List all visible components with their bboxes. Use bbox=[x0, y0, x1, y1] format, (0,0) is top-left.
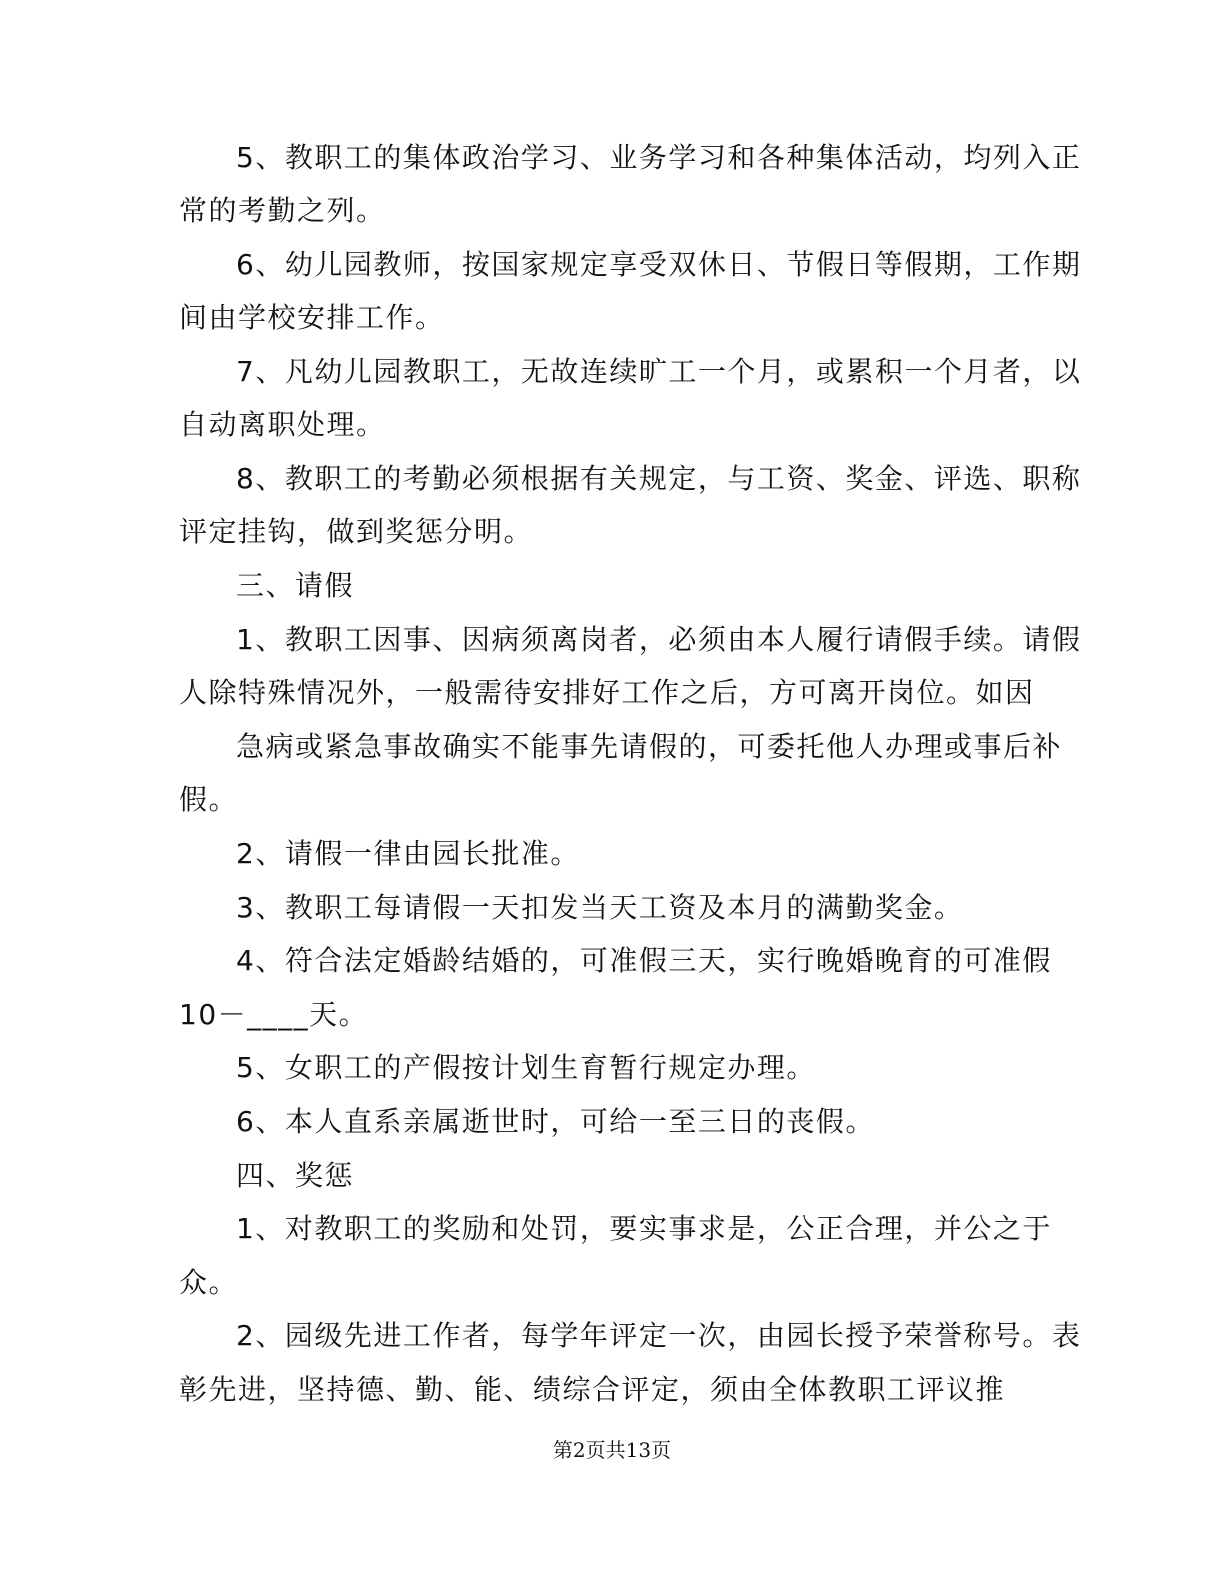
paragraph-line: 6、本人直系亲属逝世时，可给一至三日的丧假。 bbox=[236, 1105, 875, 1138]
paragraph-line: 2、请假一律由园长批准。 bbox=[236, 837, 580, 870]
paragraph-line: 1、教职工因事、因病须离岗者，必须由本人履行请假手续。请假 bbox=[236, 623, 1082, 656]
paragraph-line: 5、女职工的产假按计划生育暂行规定办理。 bbox=[236, 1051, 816, 1084]
paragraph-line: 间由学校安排工作。 bbox=[179, 301, 445, 334]
paragraph-line: 人除特殊情况外，一般需待安排好工作之后，方可离开岗位。如因 bbox=[179, 676, 1035, 709]
section-heading: 四、奖惩 bbox=[236, 1159, 355, 1192]
paragraph-line: 假。 bbox=[179, 783, 239, 816]
section-heading: 三、请假 bbox=[236, 569, 355, 602]
paragraph-line: 评定挂钩，做到奖惩分明。 bbox=[179, 515, 534, 548]
paragraph-line: 5、教职工的集体政治学习、业务学习和各种集体活动，均列入正 bbox=[236, 141, 1082, 174]
paragraph-line: 1、对教职工的奖励和处罚，要实事求是，公正合理，并公之于 bbox=[236, 1212, 1052, 1245]
page-number-footer: 第2页共13页 bbox=[552, 1438, 672, 1462]
paragraph-line: 彰先进，坚持德、勤、能、绩综合评定，须由全体教职工评议推 bbox=[179, 1373, 1006, 1406]
paragraph-line: 常的考勤之列。 bbox=[179, 194, 386, 227]
paragraph-line: 2、园级先进工作者，每学年评定一次，由园长授予荣誉称号。表 bbox=[236, 1319, 1082, 1352]
paragraph-line: 急病或紧急事故确实不能事先请假的，可委托他人办理或事后补 bbox=[236, 730, 1063, 763]
paragraph-line: 自动离职处理。 bbox=[179, 408, 386, 441]
paragraph-line: 4、符合法定婚龄结婚的，可准假三天，实行晚婚晚育的可准假 bbox=[236, 944, 1052, 977]
paragraph-line: 7、凡幼儿园教职工，无故连续旷工一个月，或累积一个月者，以 bbox=[236, 355, 1082, 388]
paragraph-line: 6、幼儿园教师，按国家规定享受双休日、节假日等假期，工作期 bbox=[236, 248, 1082, 281]
paragraph-line: 3、教职工每请假一天扣发当天工资及本月的满勤奖金。 bbox=[236, 891, 964, 924]
paragraph-line: 8、教职工的考勤必须根据有关规定，与工资、奖金、评选、职称 bbox=[236, 462, 1082, 495]
paragraph-line: 10－____天。 bbox=[179, 998, 369, 1031]
paragraph-line: 众。 bbox=[179, 1266, 239, 1299]
